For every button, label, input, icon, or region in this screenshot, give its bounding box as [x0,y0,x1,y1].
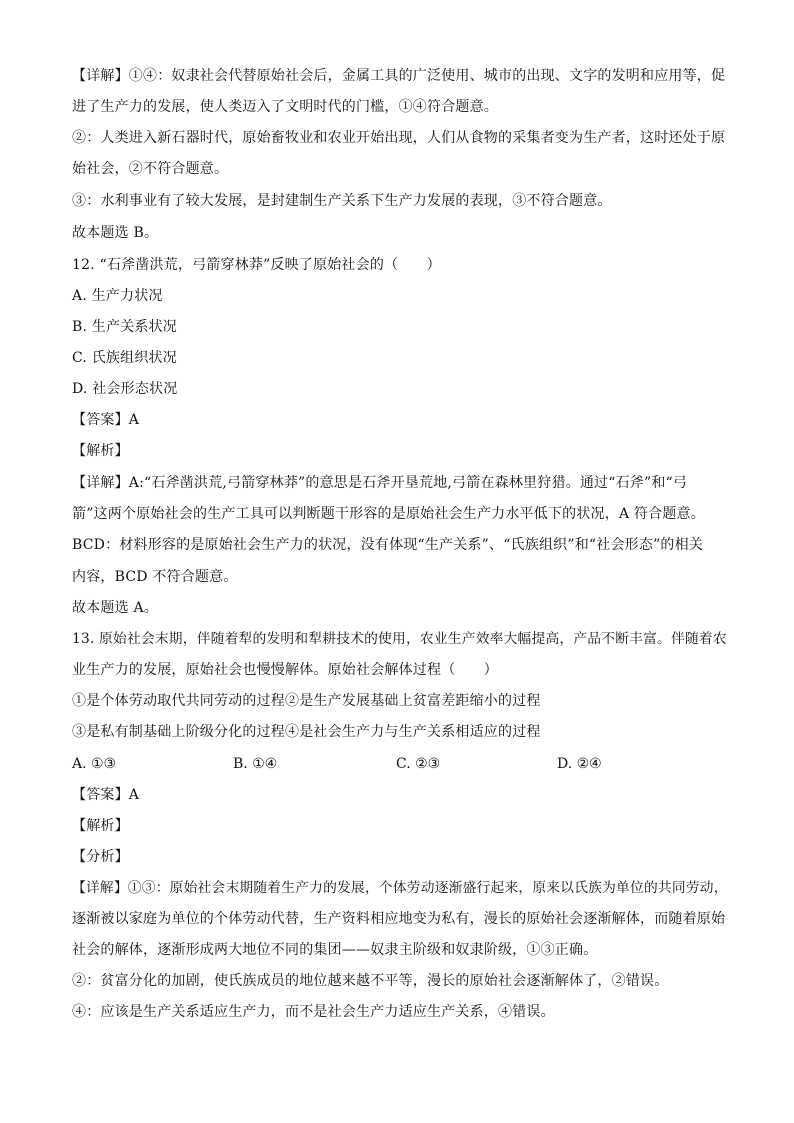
q13-answer: 【答案】A [72,787,140,803]
q12-option-b: B. 生产关系状况 [72,319,177,335]
q11-detail-2b: 始社会，②不符合题意。 [72,161,229,177]
q11-detail-1a: 【详解】①④：奴隶社会代替原始社会后，金属工具的广泛使用、城市的出现、文字的发明和应用等，促 [72,68,726,84]
q12-stem: 12. “石斧凿洪荒，弓箭穿林莽”反映了原始社会的（ ） [72,257,441,273]
q12-analysis-label: 【解析】 [72,443,129,459]
q13-detail-2: ②：贫富分化的加剧，使氏族成员的地位越来越不平等，漫长的原始社会逐渐解体了，②错误。 [72,973,669,989]
q12-conclusion: 故本题选 A。 [72,600,158,616]
q13-option-a: A. ①③ [72,756,117,772]
q12-detail-1b: 箭”这两个原始社会的生产工具可以判断题干形容的是原始社会生产力水平低下的状况，A 符合题意。 [72,506,705,522]
q13-stem-a: 13. 原始社会末期，伴随着犁的发明和犁耕技术的使用，农业生产效率大幅提高，产品不断丰富。伴随着农 [72,631,727,647]
q13-option-d: D. ②④ [557,756,602,772]
q11-conclusion: 故本题选 B。 [72,225,159,241]
q13-item-1: ①是个体劳动取代共同劳动的过程②是生产发展基础上贫富差距缩小的过程 [72,693,541,709]
q12-answer: 【答案】A [72,412,140,428]
q12-option-a: A. 生产力状况 [72,288,163,304]
q13-fenxi-label: 【分析】 [72,849,129,865]
q12-option-c: C. 氏族组织状况 [72,350,177,366]
q13-detail-3: ④：应该是生产关系适应生产力，而不是社会生产力适应生产关系，④错误。 [72,1004,555,1020]
q11-detail-1b: 进了生产力的发展，使人类迈入了文明时代的门槛，①④符合题意。 [72,99,498,115]
q12-detail-2b: 内容，BCD 不符合题意。 [72,569,238,585]
q13-detail-1b: 逐渐被以家庭为单位的个体劳动代替，生产资料相应地变为私有，漫长的原始社会逐渐解体，而随着原始 [72,911,726,927]
q11-detail-2a: ②：人类进入新石器时代，原始畜牧业和农业开始出现，人们从食物的采集者变为生产者，这时还处于原 [72,130,726,146]
q12-option-d: D. 社会形态状况 [72,381,178,397]
q12-detail-2a: BCD：材料形容的是原始社会生产力的状况，没有体现“生产关系”、“氏族组织”和“社会形态”的相关 [72,537,704,553]
q13-option-b: B. ①④ [233,756,278,772]
q13-item-2: ③是私有制基础上阶级分化的过程④是社会生产力与生产关系相适应的过程 [72,724,541,740]
q13-detail-1c: 社会的解体，逐渐形成两大地位不同的集团——奴隶主阶级和奴隶阶级，①③正确。 [72,942,598,958]
q13-detail-1a: 【详解】①③：原始社会末期随着生产力的发展，个体劳动逐渐盛行起来，原来以氏族为单位的共同劳动， [72,880,728,896]
q13-analysis-label: 【解析】 [72,818,129,834]
q13-option-c: C. ②③ [396,756,441,772]
q11-detail-3: ③：水利事业有了较大发展，是封建制生产关系下生产力发展的表现，③不符合题意。 [72,193,612,209]
q12-detail-1a: 【详解】A:“石斧凿洪荒,弓箭穿林莽”的意思是石斧开垦荒地,弓箭在森林里狩猎。通过“石斧”和“弓 [72,475,688,491]
q13-stem-b: 业生产力的发展，原始社会也慢慢解体。原始社会解体过程（ ） [72,662,498,678]
